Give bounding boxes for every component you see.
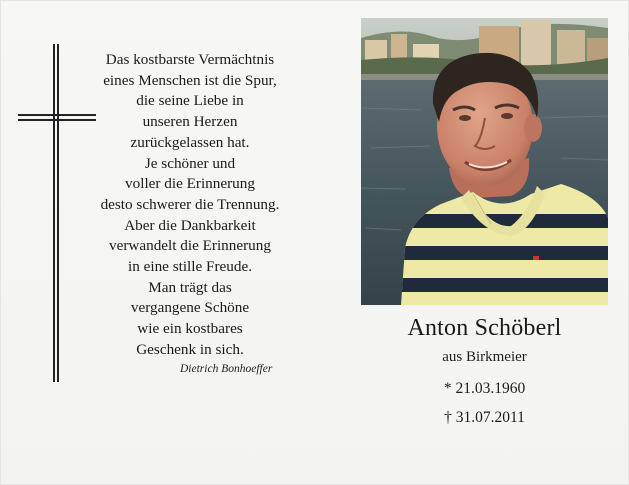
poem-line: vergangene Schöne (130, 299, 250, 317)
deceased-name: Anton Schöberl (407, 315, 562, 341)
poem-line: Je schöner und (144, 154, 236, 172)
portrait-illustration (361, 18, 608, 305)
death-date: † 31.07.2011 (444, 409, 525, 426)
poem-line: desto schwerer die Trennung. (100, 195, 280, 213)
deceased-origin: aus Birkmeier (442, 349, 527, 365)
poem-line: Das kostbarste Vermächtnis (105, 51, 275, 68)
cross-vertical-line (57, 44, 59, 382)
poem-author: Dietrich Bonhoeffer (180, 363, 273, 375)
poem-line: wie ein kostbares (137, 320, 243, 338)
poem-line: eines Menschen ist die Spur, (103, 71, 277, 89)
poem-line: zurückgelassen hat. (130, 133, 250, 151)
poem-line: die seine Liebe in (136, 92, 244, 110)
birth-date: * 21.03.1960 (443, 380, 526, 397)
poem-line: unseren Herzen (142, 113, 238, 131)
poem-line: verwandelt die Erinnerung (109, 237, 271, 255)
poem-line: Geschenk in sich. (136, 340, 244, 358)
poem-line: Man trägt das (148, 278, 232, 296)
poem-line: Aber die Dankbarkeit (124, 216, 256, 234)
memorial-poem (70, 50, 310, 361)
poem-line: in eine stille Freude. (128, 258, 252, 276)
portrait-photo (361, 18, 608, 305)
cross-vertical-line (53, 44, 55, 382)
poem-line: voller die Erinnerung (125, 175, 255, 193)
